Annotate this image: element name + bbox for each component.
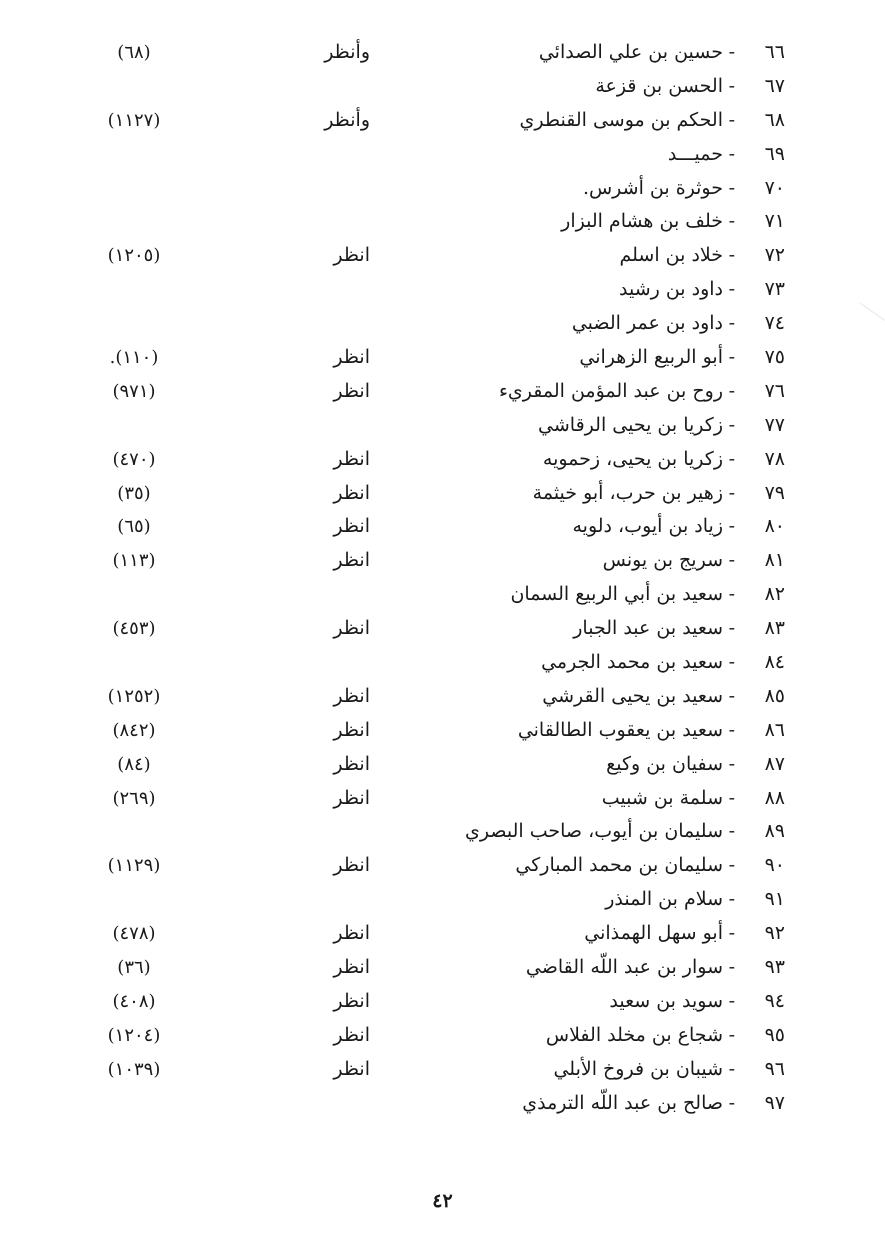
page-number: ٤٢ — [432, 1190, 453, 1212]
entry-name: زياد بن أيوب، دلويه — [572, 515, 723, 538]
list-item — [0, 341, 885, 375]
entry-number: ٦٨ — [764, 108, 785, 131]
list-item — [0, 1087, 885, 1121]
list-item — [0, 70, 885, 104]
entry-dash: - — [728, 515, 735, 538]
entry-see-label: انظر — [333, 1057, 370, 1080]
entry-reference: (٩٧١) — [112, 380, 156, 402]
entry-number: ٧٦ — [764, 379, 785, 402]
entry-reference: (٦٥) — [117, 516, 151, 538]
entry-name: زهير بن حرب، أبو خيثمة — [532, 481, 723, 504]
entry-dash: - — [728, 888, 735, 911]
entries-list — [0, 36, 885, 1121]
entry-reference: (٤٧٠) — [112, 448, 156, 470]
entry-see-label: انظر — [333, 617, 370, 640]
entry-dash: - — [728, 210, 735, 233]
entry-dash: - — [728, 684, 735, 707]
list-item — [0, 205, 885, 239]
entry-number: ٧٨ — [764, 447, 785, 470]
entry-name: سلمة بن شبيب — [601, 786, 723, 809]
entry-dash: - — [728, 108, 735, 131]
entry-number: ٦٩ — [764, 142, 785, 165]
entry-reference: (١١٣) — [112, 550, 156, 572]
entry-dash: - — [728, 854, 735, 877]
entry-see-label: انظر — [333, 515, 370, 538]
entry-dash: - — [728, 549, 735, 572]
list-item — [0, 239, 885, 273]
entry-dash: - — [728, 413, 735, 436]
entry-number: ٩٢ — [764, 922, 785, 945]
entry-dash: - — [728, 74, 735, 97]
entry-see-label: انظر — [333, 989, 370, 1012]
entry-name: داود بن عمر الضبي — [571, 312, 723, 335]
entry-number: ٧٠ — [764, 176, 785, 199]
entry-dash: - — [728, 244, 735, 267]
entry-number: ٨٨ — [764, 786, 785, 809]
entry-see-label: انظر — [333, 244, 370, 267]
entry-dash: - — [728, 346, 735, 369]
entry-number: ٧٥ — [764, 346, 785, 369]
entry-dash: - — [728, 447, 735, 470]
entry-number: ٧٩ — [764, 481, 785, 504]
entry-see-label: انظر — [333, 481, 370, 504]
list-item — [0, 138, 885, 172]
entry-number: ٩٣ — [764, 956, 785, 979]
entry-number: ٩٤ — [764, 989, 785, 1012]
entry-name: سليمان بن أيوب، صاحب البصري — [465, 820, 723, 843]
list-item — [0, 782, 885, 816]
entry-dash: - — [728, 752, 735, 775]
entry-number: ٩٧ — [764, 1091, 785, 1114]
entry-name: حميـــد — [667, 142, 723, 165]
list-item — [0, 714, 885, 748]
entry-name: سعيد بن محمد الجرمي — [541, 651, 723, 674]
entry-dash: - — [728, 922, 735, 945]
entry-name: أبو سهل الهمذاني — [584, 922, 723, 945]
list-item — [0, 1019, 885, 1053]
entry-number: ٨٧ — [764, 752, 785, 775]
list-item — [0, 815, 885, 849]
entry-reference: (١١٢٩) — [107, 855, 161, 877]
entry-dash: - — [728, 786, 735, 809]
entry-name: زكريا بن يحيى، زحمويه — [542, 447, 723, 470]
entry-dash: - — [728, 989, 735, 1012]
entry-number: ٨٩ — [764, 820, 785, 843]
list-item — [0, 883, 885, 917]
entry-number: ٩٦ — [764, 1057, 785, 1080]
list-item — [0, 917, 885, 951]
list-item — [0, 646, 885, 680]
entry-number: ٨٦ — [764, 718, 785, 741]
entry-dash: - — [728, 142, 735, 165]
entry-reference: (٤٠٨) — [112, 990, 156, 1012]
entry-dash: - — [728, 176, 735, 199]
list-item — [0, 477, 885, 511]
entry-dash: - — [728, 617, 735, 640]
entry-number: ٨٥ — [764, 684, 785, 707]
entry-number: ٧٧ — [764, 413, 785, 436]
list-item — [0, 172, 885, 206]
list-item — [0, 409, 885, 443]
list-item — [0, 544, 885, 578]
entry-name: الحكم بن موسى القنطري — [519, 108, 723, 131]
entry-see-label: انظر — [333, 549, 370, 572]
entry-number: ٨١ — [764, 549, 785, 572]
entry-see-label: انظر — [333, 718, 370, 741]
entry-name: سويد بن سعيد — [609, 989, 723, 1012]
entry-number: ٨٢ — [764, 583, 785, 606]
list-item — [0, 578, 885, 612]
entry-number: ٨٤ — [764, 651, 785, 674]
entry-name: حسين بن علي الصدائي — [538, 41, 723, 63]
entry-name: سعيد بن يعقوب الطالقاني — [517, 718, 723, 741]
entry-name: سوار بن عبد اللّه القاضي — [525, 956, 723, 979]
entry-reference: (٣٥) — [117, 482, 151, 504]
entry-reference: (١٠٣٩) — [107, 1058, 161, 1080]
entry-name: خلاد بن اسلم — [619, 244, 723, 267]
entry-see-label: انظر — [333, 1023, 370, 1046]
entry-see-label: وأنظر — [324, 41, 370, 63]
entry-name: سعيد بن أبي الربيع السمان — [510, 583, 723, 606]
entry-see-label: انظر — [333, 346, 370, 369]
entry-dash: - — [728, 481, 735, 504]
list-item — [0, 748, 885, 782]
entry-dash: - — [728, 956, 735, 979]
entry-name: الحسن بن قزعة — [595, 74, 723, 97]
entry-number: ٩١ — [764, 888, 785, 911]
entry-name: سعيد بن يحيى القرشي — [542, 684, 723, 707]
entry-name: سليمان بن محمد المباركي — [515, 854, 723, 877]
entry-reference: (٢٦٩) — [112, 787, 156, 809]
entry-see-label: انظر — [333, 956, 370, 979]
entry-name: سفيان بن وكيع — [606, 752, 723, 775]
entry-name: أبو الربيع الزهراني — [579, 346, 723, 369]
entry-reference: (١١٢٧) — [107, 109, 161, 131]
entry-see-label: انظر — [333, 786, 370, 809]
entry-see-label: انظر — [333, 922, 370, 945]
entry-reference: (١١٠). — [109, 347, 159, 369]
list-item — [0, 1053, 885, 1087]
entry-name: حوثرة بن أشرس. — [582, 176, 723, 199]
entry-reference: (٤٧٨) — [112, 923, 156, 945]
entry-name: سعيد بن عبد الجبار — [573, 617, 723, 640]
entry-name: داود بن رشيد — [618, 278, 723, 301]
entry-see-label: انظر — [333, 447, 370, 470]
entry-name: خلف بن هشام البزار — [561, 210, 723, 233]
entry-reference: (٨٤٢) — [112, 719, 156, 741]
entry-name: سريج بن يونس — [602, 549, 723, 572]
entry-dash: - — [728, 312, 735, 335]
list-item — [0, 443, 885, 477]
entry-name: صالح بن عبد اللّه الترمذي — [522, 1091, 723, 1114]
entry-reference: (٦٨) — [117, 42, 151, 63]
entry-reference: (١٢٠٤) — [107, 1024, 161, 1046]
entry-dash: - — [728, 41, 735, 63]
entry-number: ٧١ — [764, 210, 785, 233]
list-item — [0, 612, 885, 646]
entry-dash: - — [728, 718, 735, 741]
list-item — [0, 849, 885, 883]
list-item — [0, 273, 885, 307]
entry-dash: - — [728, 1023, 735, 1046]
entry-name: سلام بن المنذر — [605, 888, 723, 911]
entry-see-label: انظر — [333, 752, 370, 775]
entry-see-label: وأنظر — [324, 108, 370, 131]
entry-dash: - — [728, 1057, 735, 1080]
entry-name: شيبان بن فروخ الأبلي — [553, 1057, 723, 1080]
entry-number: ٧٤ — [764, 312, 785, 335]
entry-number: ٩٠ — [764, 854, 785, 877]
entry-reference: (٨٤) — [117, 753, 151, 775]
list-item — [0, 375, 885, 409]
list-item — [0, 36, 885, 70]
list-item — [0, 510, 885, 544]
entry-reference: (١٢٥٢) — [107, 685, 161, 707]
entry-name: زكريا بن يحيى الرقاشي — [538, 413, 723, 436]
entry-dash: - — [728, 583, 735, 606]
entry-reference: (٣٦) — [117, 957, 151, 979]
entry-see-label: انظر — [333, 684, 370, 707]
entry-number: ٧٣ — [764, 278, 785, 301]
entry-see-label: انظر — [333, 854, 370, 877]
entry-dash: - — [728, 820, 735, 843]
entry-number: ٩٥ — [764, 1023, 785, 1046]
list-item — [0, 307, 885, 341]
entry-dash: - — [728, 278, 735, 301]
list-item — [0, 680, 885, 714]
entry-number: ٧٢ — [764, 244, 785, 267]
list-item — [0, 951, 885, 985]
entry-dash: - — [728, 379, 735, 402]
entry-name: شجاع بن مخلد الفلاس — [545, 1023, 723, 1046]
entry-reference: (٤٥٣) — [112, 618, 156, 640]
list-item — [0, 104, 885, 138]
entry-see-label: انظر — [333, 379, 370, 402]
entry-number: ٦٦ — [764, 41, 785, 63]
entry-number: ٨٣ — [764, 617, 785, 640]
entry-name: روح بن عبد المؤمن المقريء — [498, 379, 723, 402]
entry-number: ٦٧ — [764, 74, 785, 97]
entry-number: ٨٠ — [764, 515, 785, 538]
list-item — [0, 985, 885, 1019]
entry-dash: - — [728, 651, 735, 674]
entry-reference: (١٢٠٥) — [107, 245, 161, 267]
entry-dash: - — [728, 1091, 735, 1114]
